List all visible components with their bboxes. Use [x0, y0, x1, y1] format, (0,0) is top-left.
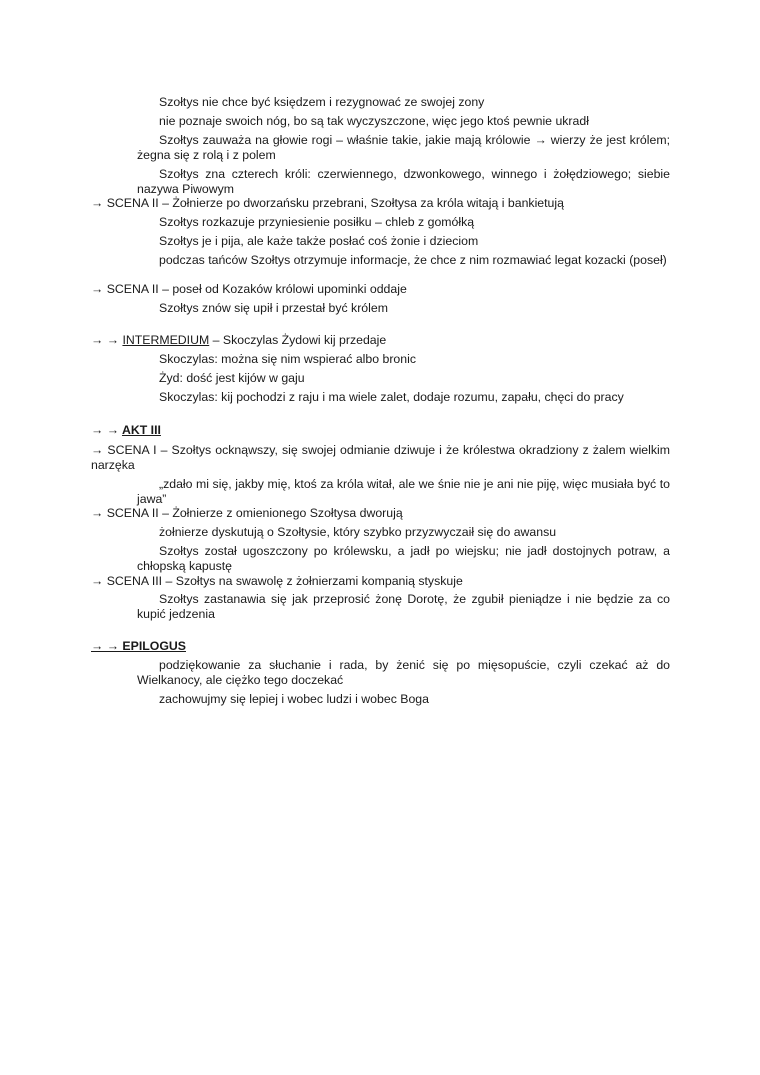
arrows: → →	[91, 333, 123, 347]
bullet-text: Szołtys został ugoszczony po królewsku, a jadł po wiejsku; nie jadł dostojnych potraw, a chłopską kapustę	[137, 544, 670, 573]
bullet-text: Szołtys zna czterech króli: czerwiennego, dzwonkowego, winnego i żołędziowego; siebie nazywa Piwowym	[137, 167, 670, 196]
bullet-text: nie poznaje swoich nóg, bo są tak wyczyszczone, więc jego ktoś pewnie ukradł	[159, 114, 589, 128]
section-heading-intermedium	[91, 333, 386, 348]
bullet-text: Szołtys zauważa na głowie rogi – właśnie takie, jakie mają królowie → wierzy że jest królem; żegna się z rolą i z polem	[137, 133, 670, 162]
bullet-text: podczas tańców Szołtys otrzymuje informacje, że chce z nim rozmawiać legat kozacki (poseł)	[159, 253, 667, 267]
bullet-text: zachowujmy się lepiej i wobec ludzi i wobec Boga	[159, 692, 429, 706]
scene-heading: → SCENA II – Żołnierze z omienionego Szołtysa dworują	[91, 506, 403, 520]
quote-text: „zdało mi się, jakby mię, ktoś za króla witał, ale we śnie nie je ani nie piję, więc musiała być to jawa”	[137, 477, 670, 506]
bullet-text: Skoczylas: kij pochodzi z raju i ma wiele zalet, dodaje rozumu, zapału, chęci do pracy	[159, 390, 624, 404]
bullet-text: Skoczylas: można się nim wspierać albo bronic	[159, 352, 416, 366]
scene-heading: → SCENA I – Szołtys ocknąwszy, się swojej odmianie dziwuje i że królestwa okradziony z żalem wielkim narzęka	[91, 443, 670, 472]
section-heading-epilogus: → → EPILOGUS	[91, 639, 186, 653]
scene-heading: → SCENA III – Szołtys na swawolę z żołnierzami kompanią styskuje	[91, 574, 463, 588]
scene-heading: → SCENA II – poseł od Kozaków królowi upominki oddaje	[91, 282, 407, 296]
bullet-text: Szołtys znów się upił i przestał być królem	[159, 301, 388, 315]
section-title: AKT III	[121, 423, 161, 437]
arrows: → →	[91, 423, 122, 437]
bullet-text: Szołtys nie chce być księdzem i rezygnować ze swojej zony	[159, 95, 485, 109]
bullet-text: Szołtys zastanawia się jak przeprosić żonę Dorotę, że zgubił pieniądze i nie będzie za co kupić jedzenia	[137, 592, 670, 621]
bullet-text: żołnierze dyskutują o Szołtysie, który szybko przyzwyczaił się do awansu	[159, 525, 557, 539]
section-title: INTERMEDIUM	[122, 333, 210, 347]
scene-heading: → SCENA II – Żołnierze po dworzańsku przebrani, Szołtysa za króla witają i bankietują	[91, 196, 564, 210]
section-subtitle: – Skoczylas Żydowi kij przedaje	[209, 333, 387, 347]
bullet-text: Szołtys rozkazuje przyniesienie posiłku – chleb z gomółką	[159, 215, 475, 229]
bullet-text: Szołtys je i pija, ale każe także posłać coś żonie i dzieciom	[159, 234, 479, 248]
section-heading-akt-iii	[91, 423, 161, 438]
bullet-text: podziękowanie za słuchanie i rada, by żenić się po mięsopuście, czyli czekać aż do Wielkanocy, ale ciężko tego doczekać	[137, 658, 670, 687]
bullet-text: Żyd: dość jest kijów w gaju	[159, 371, 305, 385]
